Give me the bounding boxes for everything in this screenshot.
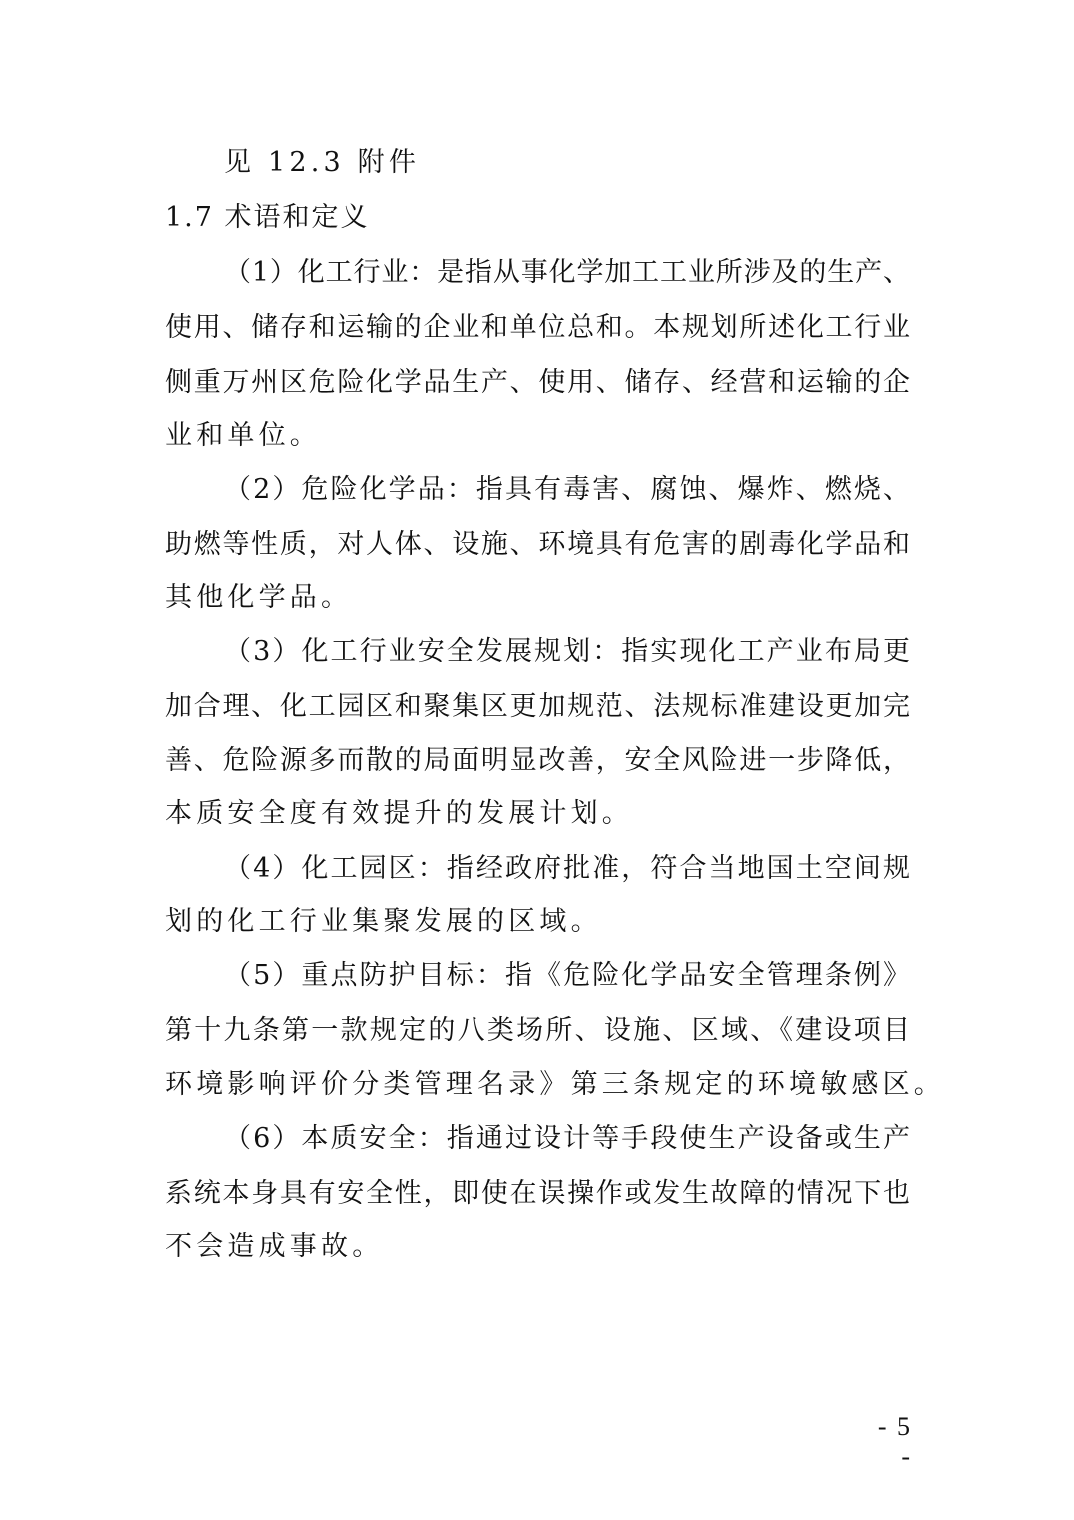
intro-line: 见 12.3 附件 (224, 147, 421, 178)
definition-2-line-3: 其他化学品。 (165, 582, 353, 613)
definition-5-line-3: 环境影响评价分类管理名录》第三条规定的环境敏感区。 (165, 1069, 945, 1100)
definition-5-line-1: （5）重点防护目标：指《危险化学品安全管理条例》 (224, 960, 910, 991)
definition-5-line-2: 第十九条第一款规定的八类场所、设施、区域、《建设项目 (165, 1015, 910, 1046)
definition-3-line-2: 加合理、化工园区和聚集区更加规范、法规标准建设更加完 (165, 691, 910, 722)
definition-1-line-1: （1）化工行业：是指从事化学加工工业所涉及的生产、 (224, 257, 910, 288)
definition-1-line-4: 业和单位。 (165, 420, 321, 451)
section-heading: 1.7 术语和定义 (165, 202, 370, 233)
definition-6-line-3: 不会造成事故。 (165, 1231, 384, 1262)
definition-4-line-1: （4）化工园区：指经政府批准，符合当地国土空间规 (224, 853, 910, 884)
definition-2-line-2: 助燃等性质，对人体、设施、环境具有危害的剧毒化学品和 (165, 529, 910, 560)
definition-2-line-1: （2）危险化学品：指具有毒害、腐蚀、爆炸、燃烧、 (224, 474, 910, 505)
page-number: - 5 - (877, 1412, 912, 1471)
definition-1-line-3: 侧重万州区危险化学品生产、使用、储存、经营和运输的企 (165, 367, 910, 398)
definition-3-line-4: 本质安全度有效提升的发展计划。 (165, 798, 633, 829)
definition-3-line-1: （3）化工行业安全发展规划：指实现化工产业布局更 (224, 636, 910, 667)
definition-4-line-2: 划的化工行业集聚发展的区域。 (165, 906, 602, 937)
definition-6-line-2: 系统本身具有安全性，即使在误操作或发生故障的情况下也 (165, 1178, 910, 1209)
definition-6-line-1: （6）本质安全：指通过设计等手段使生产设备或生产 (224, 1123, 910, 1154)
definition-3-line-3: 善、危险源多而散的局面明显改善，安全风险进一步降低， (165, 745, 910, 776)
definition-1-line-2: 使用、储存和运输的企业和单位总和。本规划所述化工行业 (165, 312, 910, 343)
